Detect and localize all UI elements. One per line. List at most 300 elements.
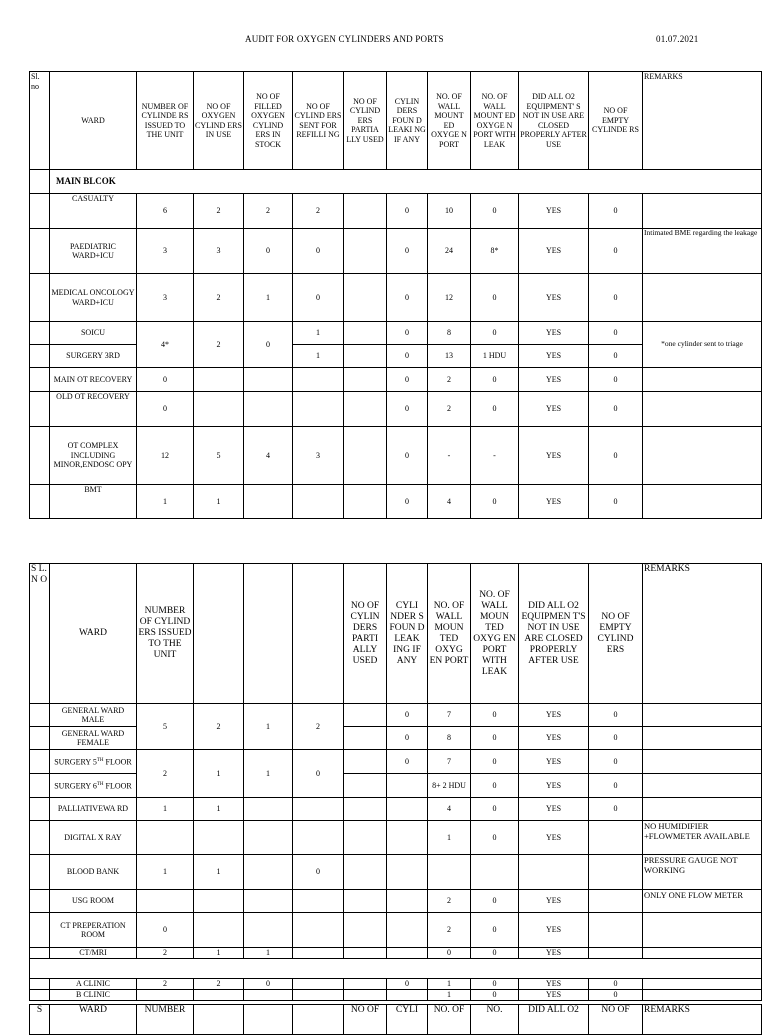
cell (344, 322, 387, 345)
header-ward: WARD (50, 564, 137, 704)
cell: 1 (428, 821, 471, 855)
header-leak: CYLI (387, 1005, 428, 1035)
table-row (30, 368, 762, 392)
table-row (30, 855, 762, 890)
table-row (30, 750, 762, 774)
ward-name: USG ROOM (50, 890, 137, 913)
table-row (30, 427, 762, 485)
remarks-cell (643, 704, 762, 727)
ward-name: OLD OT RECOVERY (50, 392, 137, 427)
table-row (30, 274, 762, 322)
cell: 2 (428, 392, 471, 427)
cell: 4 (428, 798, 471, 821)
cell (387, 821, 428, 855)
remarks-cell (643, 485, 762, 519)
cell: 4 (244, 427, 293, 485)
cell: 0 (137, 913, 194, 948)
cell (589, 855, 643, 890)
cell: 0 (387, 485, 428, 519)
cell: 0 (471, 913, 519, 948)
header-filled (244, 1005, 293, 1035)
cell (194, 890, 244, 913)
cell: 6 (137, 194, 194, 229)
cell: 4 (428, 485, 471, 519)
cell: 0 (137, 392, 194, 427)
cell: 12 (428, 274, 471, 322)
cell: 0 (387, 750, 428, 774)
ward-name: PALLIATIVEWA RD (50, 798, 137, 821)
table-row (30, 229, 762, 274)
table-row (30, 704, 762, 727)
cell (244, 990, 293, 1001)
header-refill: NO OF CYLIND ERS SENT FOR REFILLI NG (293, 72, 344, 170)
ward-name: CASUALTY (50, 194, 137, 229)
header-slno: Sl. no (30, 72, 50, 170)
remarks-cell: *one cylinder sent to triage (643, 322, 762, 368)
cell: 13 (428, 345, 471, 368)
cell: YES (519, 194, 589, 229)
cell: 2 (194, 979, 244, 990)
page-title: AUDIT FOR OXYGEN CYLINDERS AND PORTS (245, 34, 444, 44)
cell: YES (519, 821, 589, 855)
cell (344, 194, 387, 229)
remarks-cell (643, 798, 762, 821)
cell: YES (519, 727, 589, 750)
header-filled: NO OF FILLED OXYGEN CYLIND ERS IN STOCK (244, 72, 293, 170)
table-row (30, 194, 762, 229)
cell: 0 (387, 368, 428, 392)
cell: 1 (244, 948, 293, 959)
cell: 0 (589, 485, 643, 519)
cell (344, 948, 387, 959)
header-leak: CYLI NDER S FOUN D LEAK ING IF ANY (387, 564, 428, 704)
header-leak: CYLIN DERS FOUN D LEAKI NG IF ANY (387, 72, 428, 170)
cell: 0 (137, 368, 194, 392)
cell (293, 485, 344, 519)
cell: 0 (589, 427, 643, 485)
ward-name: SURGERY 3RD (50, 345, 137, 368)
cell: 2 (137, 750, 194, 798)
header-closed: DID ALL O2 (519, 1005, 589, 1035)
remarks-cell (643, 750, 762, 774)
cell: 0 (387, 979, 428, 990)
remarks-cell (643, 913, 762, 948)
cell: 0 (589, 322, 643, 345)
ward-name: GENERAL WARD MALE (50, 704, 137, 727)
cell (344, 427, 387, 485)
cell: 2 (137, 948, 194, 959)
header-partial: NO OF CYLIN DERS PARTI ALLY USED (344, 564, 387, 704)
table-row (30, 485, 762, 519)
header-slno: S L. N O (30, 564, 50, 704)
cell: 0 (471, 821, 519, 855)
cell: 1 (194, 855, 244, 890)
remarks-cell: Intimated BME regarding the leakage (643, 229, 762, 274)
cell: 0 (471, 392, 519, 427)
cell: 0 (471, 798, 519, 821)
cell: 0 (293, 855, 344, 890)
ward-name: CT/MRI (50, 948, 137, 959)
cell: 0 (589, 727, 643, 750)
cell: 0 (471, 750, 519, 774)
cell (137, 890, 194, 913)
cell (344, 704, 387, 727)
cell (293, 392, 344, 427)
header-refill (293, 1005, 344, 1035)
cell: 0 (293, 229, 344, 274)
cell: YES (519, 774, 589, 798)
cell (344, 345, 387, 368)
cell: 0 (589, 750, 643, 774)
ward-name: DIGITAL X RAY (50, 821, 137, 855)
cell: 0 (471, 274, 519, 322)
cell (344, 368, 387, 392)
table-row (30, 990, 762, 1001)
cell: 8 (428, 322, 471, 345)
cell (244, 855, 293, 890)
cell: 2 (194, 704, 244, 750)
cell: 4* (137, 322, 194, 368)
cell (244, 485, 293, 519)
cell: 3 (293, 427, 344, 485)
cell (387, 855, 428, 890)
header-in-use (194, 1005, 244, 1035)
header-wall-port: NO. OF WALL MOUNT ED OXYGE N PORT (428, 72, 471, 170)
remarks-cell (643, 774, 762, 798)
cell (589, 948, 643, 959)
remarks-cell (643, 948, 762, 959)
cell (293, 798, 344, 821)
ward-name: OT COMPLEX INCLUDING MINOR,ENDOSC OPY (50, 427, 137, 485)
cell (244, 368, 293, 392)
cell (344, 990, 387, 1001)
cell (293, 368, 344, 392)
audit-table-continued (29, 1004, 762, 1035)
cell: 3 (137, 229, 194, 274)
header-empty: NO OF (589, 1005, 643, 1035)
cell: YES (519, 392, 589, 427)
table-row (30, 392, 762, 427)
cell (344, 774, 387, 798)
cell: 0 (589, 274, 643, 322)
cell: 1 (194, 485, 244, 519)
cell: 1 (194, 798, 244, 821)
cell: YES (519, 229, 589, 274)
cell (293, 948, 344, 959)
cell (344, 485, 387, 519)
cell: 0 (293, 750, 344, 798)
header-partial: NO OF (344, 1005, 387, 1035)
cell: 0 (589, 798, 643, 821)
cell: 2 (194, 274, 244, 322)
cell (387, 798, 428, 821)
ward-name: B CLINIC (50, 990, 137, 1001)
cell: 0 (471, 322, 519, 345)
cell: 2 (428, 368, 471, 392)
cell (244, 913, 293, 948)
header-remarks: REMARKS (643, 1005, 762, 1035)
cell: 1 (244, 274, 293, 322)
cell: YES (519, 427, 589, 485)
cell: 0 (471, 979, 519, 990)
cell: 0 (387, 345, 428, 368)
cell: 0 (589, 194, 643, 229)
cell: YES (519, 798, 589, 821)
cell: 2 (194, 322, 244, 368)
cell (428, 855, 471, 890)
cell: 1 (293, 345, 344, 368)
cell: 2 (244, 194, 293, 229)
cell (387, 913, 428, 948)
cell (293, 821, 344, 855)
cell: 0 (471, 727, 519, 750)
cell: 0 (589, 979, 643, 990)
cell: 0 (589, 392, 643, 427)
cell (194, 913, 244, 948)
cell: 2 (194, 194, 244, 229)
cell: 0 (471, 774, 519, 798)
cell: 10 (428, 194, 471, 229)
cell (387, 890, 428, 913)
header-wall-port: NO. OF WALL MOUN TED OXYG EN PORT (428, 564, 471, 704)
header-wall-port: NO. OF (428, 1005, 471, 1035)
cell: YES (519, 979, 589, 990)
cell (244, 798, 293, 821)
cell: 1 (244, 704, 293, 750)
cell (194, 821, 244, 855)
cell (344, 392, 387, 427)
cell: 1 (137, 855, 194, 890)
cell: 1 (293, 322, 344, 345)
cell: YES (519, 750, 589, 774)
header-wall-port-leak: NO. OF WALL MOUN TED OXYG EN PORT WITH LEAK (471, 564, 519, 704)
ward-name: GENERAL WARD FEMALE (50, 727, 137, 750)
cell (589, 890, 643, 913)
cell: 0 (244, 979, 293, 990)
remarks-cell (643, 979, 762, 990)
remarks-cell (643, 194, 762, 229)
header-in-use: NO OF OXYGEN CYLIND ERS IN USE (194, 72, 244, 170)
cell: 0 (589, 229, 643, 274)
cell: 1 (194, 750, 244, 798)
cell: 2 (428, 890, 471, 913)
cell: 3 (137, 274, 194, 322)
cell (344, 979, 387, 990)
cell: 1 HDU (471, 345, 519, 368)
remarks-cell: ONLY ONE FLOW METER (643, 890, 762, 913)
cell: 5 (137, 704, 194, 750)
cell (293, 990, 344, 1001)
cell: 1 (428, 979, 471, 990)
cell (387, 774, 428, 798)
ward-name: PAEDIATRIC WARD+ICU (50, 229, 137, 274)
cell (293, 913, 344, 948)
remarks-cell (643, 990, 762, 1001)
cell (519, 855, 589, 890)
cell (589, 913, 643, 948)
cell: 0 (387, 194, 428, 229)
cell (293, 979, 344, 990)
cell (589, 821, 643, 855)
table-header (30, 1005, 762, 1035)
cell: 0 (589, 345, 643, 368)
cell: 0 (387, 427, 428, 485)
cell: 7 (428, 704, 471, 727)
ward-name: A CLINIC (50, 979, 137, 990)
header-issued: NUMBER OF CYLIND ERS ISSUED TO THE UNIT (137, 564, 194, 704)
ward-name: SURGERY 6TH FLOOR (50, 774, 137, 798)
cell (244, 821, 293, 855)
ward-name: BMT (50, 485, 137, 519)
cell (344, 274, 387, 322)
cell: 1 (137, 485, 194, 519)
cell: 0 (244, 322, 293, 368)
section-row (30, 170, 762, 194)
table-row (30, 913, 762, 948)
cell: 2 (293, 704, 344, 750)
cell: 0 (471, 368, 519, 392)
cell (344, 727, 387, 750)
cell (137, 821, 194, 855)
cell (244, 890, 293, 913)
cell: YES (519, 322, 589, 345)
header-filled (244, 564, 293, 704)
ward-name: MEDICAL ONCOLOGY WARD+ICU (50, 274, 137, 322)
cell: 0 (387, 229, 428, 274)
cell (194, 990, 244, 1001)
cell: 0 (589, 704, 643, 727)
ward-name: CT PREPERATION ROOM (50, 913, 137, 948)
remarks-cell (643, 427, 762, 485)
header-in-use (194, 564, 244, 704)
cell: 3 (194, 229, 244, 274)
header-issued: NUMBER OF CYLINDE RS ISSUED TO THE UNIT (137, 72, 194, 170)
cell (471, 855, 519, 890)
table-row (30, 948, 762, 959)
cell: 0 (293, 274, 344, 322)
cell: 1 (428, 990, 471, 1001)
cell (244, 392, 293, 427)
cell: 8+ 2 HDU (428, 774, 471, 798)
table-row (30, 322, 762, 345)
header-slno: S (30, 1005, 50, 1035)
cell: 0 (387, 322, 428, 345)
cell: 0 (387, 392, 428, 427)
remarks-cell: PRESSURE GAUGE NOT WORKING (643, 855, 762, 890)
cell: YES (519, 704, 589, 727)
cell: 0 (387, 274, 428, 322)
ward-name: MAIN OT RECOVERY (50, 368, 137, 392)
cell: 0 (244, 229, 293, 274)
header-wall-port-leak: NO. (471, 1005, 519, 1035)
cell: 2 (293, 194, 344, 229)
cell: YES (519, 990, 589, 1001)
cell (387, 948, 428, 959)
cell: 1 (137, 798, 194, 821)
header-remarks: REMARKS (643, 72, 762, 170)
header-ward: WARD (50, 72, 137, 170)
table-row (30, 890, 762, 913)
audit-table-main-block (29, 71, 762, 519)
cell: 0 (387, 727, 428, 750)
cell: 7 (428, 750, 471, 774)
ward-name: SURGERY 5TH FLOOR (50, 750, 137, 774)
cell: 5 (194, 427, 244, 485)
cell (194, 368, 244, 392)
cell: YES (519, 485, 589, 519)
cell (344, 913, 387, 948)
spacer-row (30, 959, 762, 979)
cell (344, 229, 387, 274)
audit-date: 01.07.2021 (656, 34, 699, 44)
cell (344, 750, 387, 774)
cell (344, 821, 387, 855)
cell (387, 990, 428, 1001)
table-header (30, 72, 762, 170)
cell: 0 (428, 948, 471, 959)
cell: 0 (387, 704, 428, 727)
cell: - (428, 427, 471, 485)
cell: 2 (428, 913, 471, 948)
remarks-cell (643, 274, 762, 322)
cell: 1 (244, 750, 293, 798)
cell: 12 (137, 427, 194, 485)
remarks-cell (643, 727, 762, 750)
header-empty: NO OF EMPTY CYLIND ERS (589, 564, 643, 704)
cell: 0 (589, 990, 643, 1001)
cell: 1 (194, 948, 244, 959)
remarks-cell (643, 392, 762, 427)
cell: YES (519, 948, 589, 959)
cell (344, 798, 387, 821)
remarks-cell: NO HUMIDIFIER +FLOWMETER AVAILABLE (643, 821, 762, 855)
cell: 0 (471, 704, 519, 727)
header-issued: NUMBER (137, 1005, 194, 1035)
cell (344, 890, 387, 913)
cell: 0 (589, 774, 643, 798)
table-header (30, 564, 762, 704)
cell: 2 (137, 979, 194, 990)
table-row (30, 979, 762, 990)
cell: 0 (589, 368, 643, 392)
cell: 0 (471, 890, 519, 913)
cell: 24 (428, 229, 471, 274)
cell: 0 (471, 194, 519, 229)
cell: 8 (428, 727, 471, 750)
header-remarks: REMARKS (643, 564, 762, 704)
header-closed: DID ALL O2 EQUIPMENT' S NOT IN USE ARE CLOSED PROPERLY AFTER USE (519, 72, 589, 170)
cell: YES (519, 368, 589, 392)
cell: 0 (471, 485, 519, 519)
cell (293, 890, 344, 913)
cell: YES (519, 345, 589, 368)
cell: 0 (471, 990, 519, 1001)
cell (344, 855, 387, 890)
header-partial: NO OF CYLIND ERS PARTIA LLY USED (344, 72, 387, 170)
cell: 0 (471, 948, 519, 959)
section-title: MAIN BLCOK (50, 170, 762, 194)
header-ward: WARD (50, 1005, 137, 1035)
cell: YES (519, 890, 589, 913)
remarks-cell (643, 368, 762, 392)
cell: YES (519, 274, 589, 322)
header-closed: DID ALL O2 EQUIPMEN T'S NOT IN USE ARE CLOSED PROPERLY AFTER USE (519, 564, 589, 704)
cell: YES (519, 913, 589, 948)
cell: - (471, 427, 519, 485)
table-row (30, 821, 762, 855)
audit-table-other-wards (29, 563, 762, 1001)
header-wall-port-leak: NO. OF WALL MOUNT ED OXYGE N PORT WITH LEAK (471, 72, 519, 170)
